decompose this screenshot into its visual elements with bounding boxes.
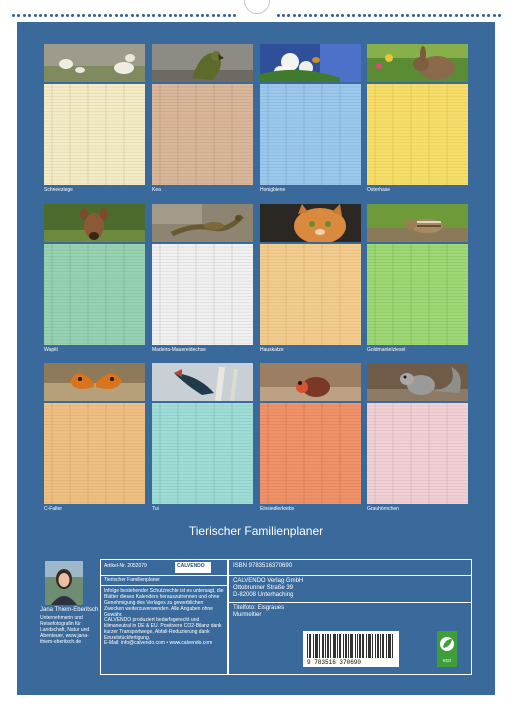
binding-hole (169, 14, 172, 17)
month-photo (260, 204, 361, 242)
binding-hole (471, 14, 474, 17)
hanger-hole (244, 0, 270, 14)
month-photo (260, 363, 361, 401)
planner-table (367, 84, 468, 185)
planner-table (367, 403, 468, 504)
binding-hole (390, 14, 393, 17)
binding-hole (131, 14, 134, 17)
isbn-box (228, 559, 472, 675)
binding-hole (93, 14, 96, 17)
binding-hole (104, 14, 107, 17)
binding-hole (125, 14, 128, 17)
planner-title: Tierischer Familienplaner (188, 524, 324, 538)
binding-hole (158, 14, 161, 17)
binding-hole (449, 14, 452, 17)
binding-hole (50, 14, 53, 17)
eco-badge: eco (437, 631, 457, 667)
binding-hole (17, 14, 20, 17)
binding-hole (23, 14, 26, 17)
planner-table (152, 84, 253, 185)
binding-hole (314, 14, 317, 17)
planner-table (260, 84, 361, 185)
publisher-name: CALVENDO Verlag GmbH (233, 578, 304, 584)
binding-hole (331, 14, 334, 17)
month-photo (152, 363, 253, 401)
planner-table (152, 244, 253, 345)
binding-hole (277, 14, 280, 17)
binding-hole (358, 14, 361, 17)
planner-table (44, 403, 145, 504)
binding-hole (433, 14, 436, 17)
month-caption: Hauskatze (260, 347, 284, 353)
month-photo (152, 204, 253, 242)
binding-hole (34, 14, 37, 17)
binding-hole (44, 14, 47, 17)
binding-hole (417, 14, 420, 17)
binding-hole (374, 14, 377, 17)
calendar-page (17, 22, 495, 695)
planner-table (260, 403, 361, 504)
binding-hole (406, 14, 409, 17)
binding-hole (493, 14, 496, 17)
info-box (100, 559, 228, 675)
binding-hole (298, 14, 301, 17)
month-caption: Kea (152, 187, 161, 193)
month-caption: Madeira-Mauereidechse (152, 347, 206, 353)
binding-hole (115, 14, 118, 17)
binding-hole (476, 14, 479, 17)
binding-hole (482, 14, 485, 17)
binding-hole (55, 14, 58, 17)
binding-hole (61, 14, 64, 17)
binding-hole (71, 14, 74, 17)
binding-hole (142, 14, 145, 17)
author-photo (45, 561, 83, 605)
binding-hole (179, 14, 182, 17)
planner-table (152, 403, 253, 504)
isbn: ISBN 9783516370690 (233, 563, 293, 569)
binding-hole (320, 14, 323, 17)
month-photo (44, 44, 145, 82)
planner-table (367, 244, 468, 345)
planner-table (44, 244, 145, 345)
planner-table (44, 84, 145, 185)
binding-hole (163, 14, 166, 17)
binding-hole (152, 14, 155, 17)
binding-hole (190, 14, 193, 17)
binding-hole (282, 14, 285, 17)
binding-hole (379, 14, 382, 17)
cover-photo-line1: Titelfoto: Eisgraues (233, 605, 285, 611)
binding-hole (352, 14, 355, 17)
binding-hole (66, 14, 69, 17)
binding-hole (444, 14, 447, 17)
binding-hole (136, 14, 139, 17)
binding-hole (385, 14, 388, 17)
legal-text: Infolge bestehender Schutzrechte ist es untersagt, die Blätter dieses Kalenders herauszutrennen und ohne Genehmigung des Verlages zu gewerblichen Zwecken weiterzuverwenden. Alle Angaben ohne Gewähr. (104, 588, 224, 618)
binding-hole (466, 14, 469, 17)
calvendo-logo: CALVENDO (175, 562, 211, 573)
binding-hole (233, 14, 236, 17)
month-caption: Tui (152, 506, 159, 512)
month-photo (367, 204, 468, 242)
cover-photo-line2: Murmeltier (233, 612, 262, 618)
binding-hole (88, 14, 91, 17)
binding-hole (395, 14, 398, 17)
author-bio: Unternehmerin und Reisefotografin für Landschaft, Natur und Abenteuer, www.jana-thiem-eberitsch.de (40, 615, 90, 645)
month-photo (260, 44, 361, 82)
binding-hole (455, 14, 458, 17)
binding-hole (341, 14, 344, 17)
binding-hole (223, 14, 226, 17)
binding-hole (201, 14, 204, 17)
binding-hole (293, 14, 296, 17)
binding-hole (82, 14, 85, 17)
binding-strip (0, 0, 512, 22)
binding-hole (309, 14, 312, 17)
article-number: Artikel-Nr. 2052079 (104, 563, 147, 569)
binding-hole (206, 14, 209, 17)
binding-hole (460, 14, 463, 17)
binding-hole (147, 14, 150, 17)
binding-hole (304, 14, 307, 17)
month-caption: Honigbiene (260, 187, 286, 193)
binding-hole (368, 14, 371, 17)
publisher-street: Ottobrunner Straße 39 (233, 585, 294, 591)
binding-hole (196, 14, 199, 17)
eco-text: CALVENDO produziert bedarfsgerecht und klimaneutral in DE & EU. Positivere CO2-Bilanz dank kurzer Transportwege, Abfall-Reduzierung dank Einzelstückfertigung. (104, 617, 222, 641)
binding-hole (363, 14, 366, 17)
month-caption: Wapiti (44, 347, 58, 353)
binding-hole (228, 14, 231, 17)
binding-hole (498, 14, 501, 17)
month-photo (44, 204, 145, 242)
barcode: 9 783516 370690 (303, 631, 399, 667)
planner-table (260, 244, 361, 345)
month-photo (367, 44, 468, 82)
binding-hole (120, 14, 123, 17)
month-caption: Schneeziege (44, 187, 73, 193)
binding-hole (412, 14, 415, 17)
footer (40, 559, 472, 675)
binding-hole (428, 14, 431, 17)
binding-hole (109, 14, 112, 17)
contact-text: E-Mail: info@calvendo.com • www.calvendo.com (104, 640, 213, 646)
binding-hole (287, 14, 290, 17)
binding-hole (347, 14, 350, 17)
binding-hole (212, 14, 215, 17)
binding-hole (98, 14, 101, 17)
author-name: Jana Thiem-Eberitsch (40, 607, 99, 613)
binding-hole (325, 14, 328, 17)
month-caption: Grauhörnchen (367, 506, 399, 512)
month-caption: Osterhase (367, 187, 391, 193)
binding-hole (185, 14, 188, 17)
binding-hole (174, 14, 177, 17)
binding-hole (422, 14, 425, 17)
month-caption: C-Falter (44, 506, 63, 512)
binding-hole (401, 14, 404, 17)
binding-hole (487, 14, 490, 17)
binding-hole (336, 14, 339, 17)
binding-hole (439, 14, 442, 17)
month-photo (44, 363, 145, 401)
month-caption: Goldmantelziesel (367, 347, 406, 353)
publisher-city: D-82008 Unterhaching (233, 592, 294, 598)
month-photo (367, 363, 468, 401)
month-caption: Einsiedlerkrebs (260, 506, 295, 512)
binding-hole (77, 14, 80, 17)
binding-hole (217, 14, 220, 17)
binding-hole (28, 14, 31, 17)
month-photo (152, 44, 253, 82)
binding-hole (39, 14, 42, 17)
binding-hole (12, 14, 15, 17)
product-name: Tierischer Familienplaner (104, 577, 160, 583)
